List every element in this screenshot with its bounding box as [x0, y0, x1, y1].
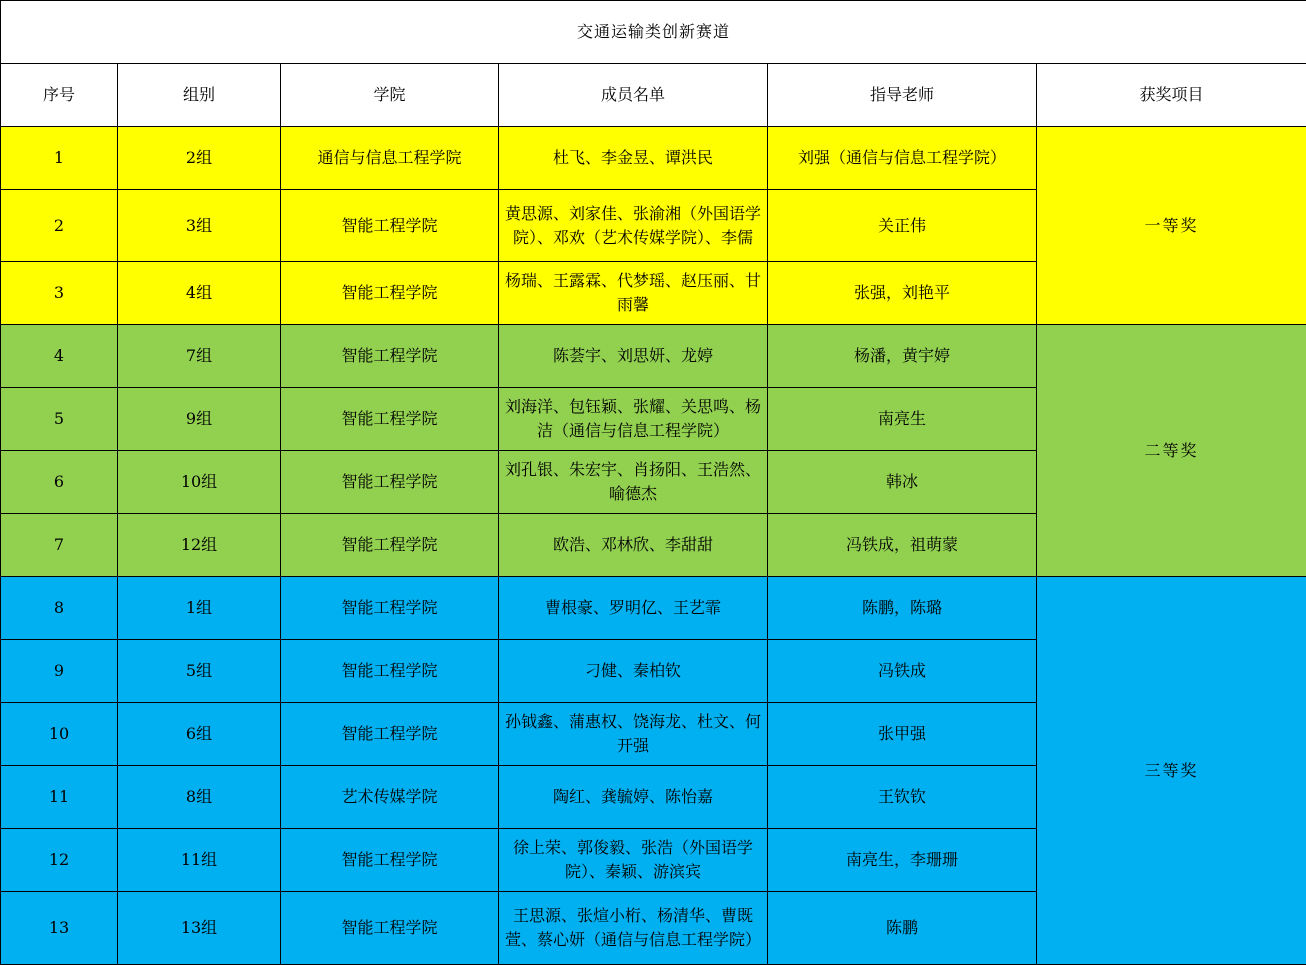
table-row	[1, 127, 1306, 190]
header-award: 获奖项目	[1037, 64, 1306, 127]
row-college: 艺术传媒学院	[281, 766, 499, 829]
row-members: 刁健、秦柏钦	[499, 640, 768, 703]
row-college: 智能工程学院	[281, 325, 499, 388]
row-advisor: 关正伟	[768, 190, 1037, 262]
table-row	[1, 325, 1306, 388]
award-second: 二等奖	[1037, 325, 1306, 577]
row-college: 智能工程学院	[281, 892, 499, 965]
header-college: 学院	[281, 64, 499, 127]
award-first: 一等奖	[1037, 127, 1306, 325]
row-college: 智能工程学院	[281, 388, 499, 451]
row-group: 1组	[118, 577, 281, 640]
row-group: 8组	[118, 766, 281, 829]
header-advisor: 指导老师	[768, 64, 1037, 127]
row-members: 刘海洋、包钰颖、张耀、关思鸣、杨洁（通信与信息工程学院）	[499, 388, 768, 451]
row-advisor: 张强，刘艳平	[768, 262, 1037, 325]
row-group: 2组	[118, 127, 281, 190]
row-members: 王思源、张煊小桁、杨清华、曹既萱、蔡心妍（通信与信息工程学院）	[499, 892, 768, 965]
row-members: 曹根豪、罗明亿、王艺霏	[499, 577, 768, 640]
row-members: 黄思源、刘家佳、张渝湘（外国语学院）、邓欢（艺术传媒学院）、李儒	[499, 190, 768, 262]
row-college: 智能工程学院	[281, 640, 499, 703]
row-group: 13组	[118, 892, 281, 965]
row-no: 7	[1, 514, 118, 577]
row-members: 杨瑞、王露霖、代梦瑶、赵压丽、甘雨馨	[499, 262, 768, 325]
row-advisor: 张甲强	[768, 703, 1037, 766]
row-college: 智能工程学院	[281, 577, 499, 640]
row-no: 3	[1, 262, 118, 325]
row-members: 陶红、龚毓婷、陈怡嘉	[499, 766, 768, 829]
row-advisor: 南亮生	[768, 388, 1037, 451]
row-members: 陈荟宇、刘思妍、龙婷	[499, 325, 768, 388]
row-advisor: 冯铁成	[768, 640, 1037, 703]
row-advisor: 南亮生，李珊珊	[768, 829, 1037, 892]
row-no: 5	[1, 388, 118, 451]
row-college: 智能工程学院	[281, 514, 499, 577]
row-college: 智能工程学院	[281, 262, 499, 325]
header-members: 成员名单	[499, 64, 768, 127]
row-no: 13	[1, 892, 118, 965]
header-row	[1, 64, 1306, 127]
row-no: 11	[1, 766, 118, 829]
header-no: 序号	[1, 64, 118, 127]
row-college: 通信与信息工程学院	[281, 127, 499, 190]
row-group: 6组	[118, 703, 281, 766]
row-no: 12	[1, 829, 118, 892]
header-group: 组别	[118, 64, 281, 127]
row-members: 徐上荣、郭俊毅、张浩（外国语学院）、秦颖、游滨宾	[499, 829, 768, 892]
row-members: 欧浩、邓林欣、李甜甜	[499, 514, 768, 577]
row-advisor: 杨潘，黄宇婷	[768, 325, 1037, 388]
row-college: 智能工程学院	[281, 190, 499, 262]
row-advisor: 陈鹏	[768, 892, 1037, 965]
row-no: 10	[1, 703, 118, 766]
row-college: 智能工程学院	[281, 829, 499, 892]
row-group: 4组	[118, 262, 281, 325]
row-members: 刘孔银、朱宏宇、肖扬阳、王浩然、喻德杰	[499, 451, 768, 514]
row-no: 8	[1, 577, 118, 640]
row-group: 10组	[118, 451, 281, 514]
row-advisor: 王钦钦	[768, 766, 1037, 829]
row-members: 杜飞、李金昱、谭洪民	[499, 127, 768, 190]
row-group: 12组	[118, 514, 281, 577]
row-no: 1	[1, 127, 118, 190]
row-members: 孙钺鑫、蒲惠权、饶海龙、杜文、何开强	[499, 703, 768, 766]
row-group: 3组	[118, 190, 281, 262]
row-no: 2	[1, 190, 118, 262]
row-advisor: 陈鹏，陈璐	[768, 577, 1037, 640]
row-no: 4	[1, 325, 118, 388]
row-college: 智能工程学院	[281, 703, 499, 766]
row-group: 11组	[118, 829, 281, 892]
table-row	[1, 577, 1306, 640]
table-title: 交通运输类创新赛道	[1, 1, 1306, 64]
row-no: 9	[1, 640, 118, 703]
row-group: 7组	[118, 325, 281, 388]
row-college: 智能工程学院	[281, 451, 499, 514]
row-advisor: 冯铁成，祖萌蒙	[768, 514, 1037, 577]
row-advisor: 刘强（通信与信息工程学院）	[768, 127, 1037, 190]
row-no: 6	[1, 451, 118, 514]
row-advisor: 韩冰	[768, 451, 1037, 514]
row-group: 5组	[118, 640, 281, 703]
award-third: 三等奖	[1037, 577, 1306, 965]
row-group: 9组	[118, 388, 281, 451]
